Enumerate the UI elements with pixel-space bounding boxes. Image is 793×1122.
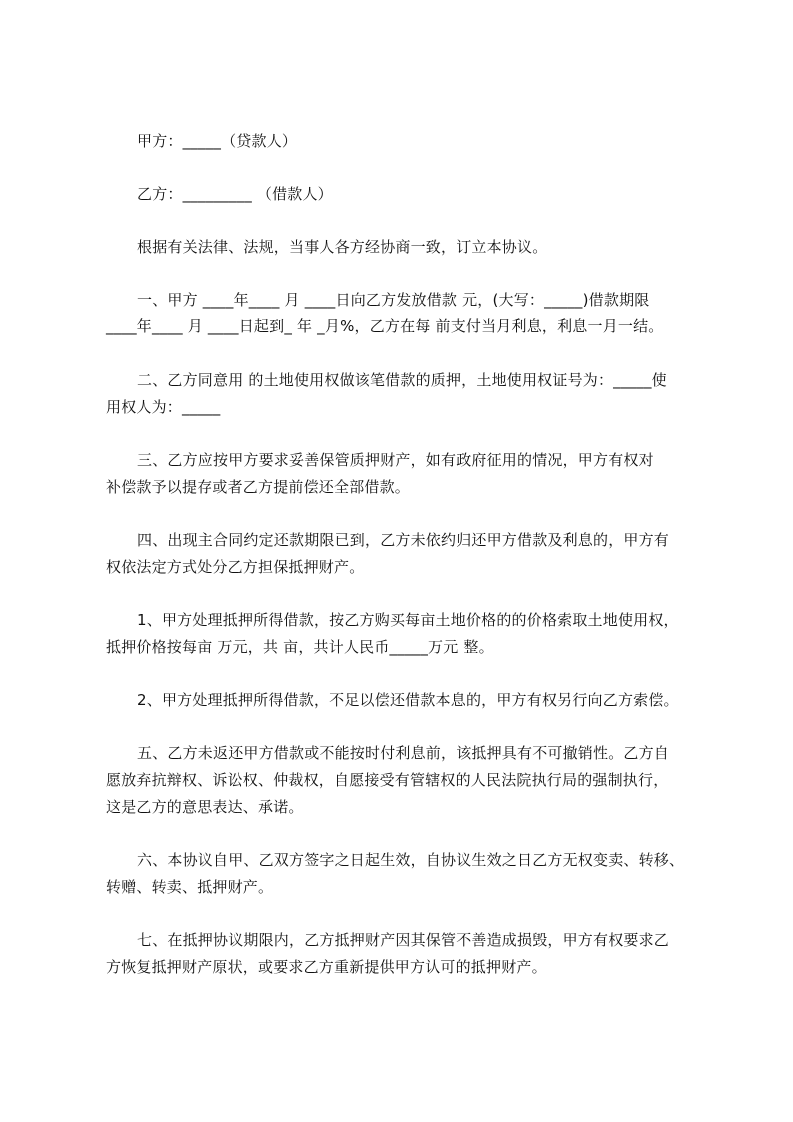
clause-7-line-2: 方恢复抵押财产原状，或要求乙方重新提供甲方认可的抵押财产。 [106, 958, 547, 976]
clause-5-line-3: 这是乙方的意思表达、承诺。 [106, 798, 304, 816]
clause-3-line-1: 三、乙方应按甲方要求妥善保管质押财产，如有政府征用的情况，甲方有权对 [137, 451, 654, 469]
clause-6-line-2: 转赠、转卖、抵押财产。 [106, 878, 274, 896]
clause-6-line-1: 六、本协议自甲、乙双方签字之日起生效，自协议生效之日乙方无权变卖、转移、 [137, 851, 685, 869]
clause-1-line-1: 一、甲方 ____年____ 月 ____日向乙方发放借款 元，(大写：_____)借款期限 [137, 291, 650, 309]
clause-4-line-1: 四、出现主合同约定还款期限已到，乙方未依约归还甲方借款及利息的，甲方有 [137, 531, 670, 549]
clause-1-line-2: ____年____ 月 ____日起到_ 年 _月%，乙方在每 前支付当月利息，利息一月一结。 [106, 317, 664, 335]
clause-2-line-1: 二、乙方同意用 的土地使用权做该笔借款的质押，土地使用权证号为：_____使 [137, 371, 667, 389]
sub-2-line-1: 2、甲方处理抵押所得借款，不足以偿还借款本息的，甲方有权另行向乙方索偿。 [137, 691, 679, 709]
clause-5-line-1: 五、乙方未返还甲方借款或不能按时付利息前，该抵押具有不可撤销性。乙方自 [137, 744, 670, 762]
clause-4-line-2: 权依法定方式处分乙方担保抵押财产。 [106, 558, 365, 576]
clause-5-line-2: 愿放弃抗辩权、诉讼权、仲裁权，自愿接受有管辖权的人民法院执行局的强制执行， [106, 771, 669, 789]
party-b-line: 乙方：_________ （借款人） [137, 185, 333, 203]
sub-1-line-1: 1、甲方处理抵押所得借款，按乙方购买每亩土地价格的的价格索取土地使用权， [137, 611, 679, 629]
intro-paragraph: 根据有关法律、法规，当事人各方经协商一致，订立本协议。 [137, 238, 548, 256]
clause-7-line-1: 七、在抵押协议期限内，乙方抵押财产因其保管不善造成损毁，甲方有权要求乙 [137, 931, 670, 949]
sub-1-line-2: 抵押价格按每亩 万元，共 亩，共计人民币_____万元 整。 [106, 638, 494, 656]
clause-3-line-2: 补偿款予以提存或者乙方提前偿还全部借款。 [106, 478, 411, 496]
party-a-line: 甲方：_____（贷款人） [137, 132, 298, 150]
clause-2-line-2: 用权人为：_____ [106, 398, 221, 416]
